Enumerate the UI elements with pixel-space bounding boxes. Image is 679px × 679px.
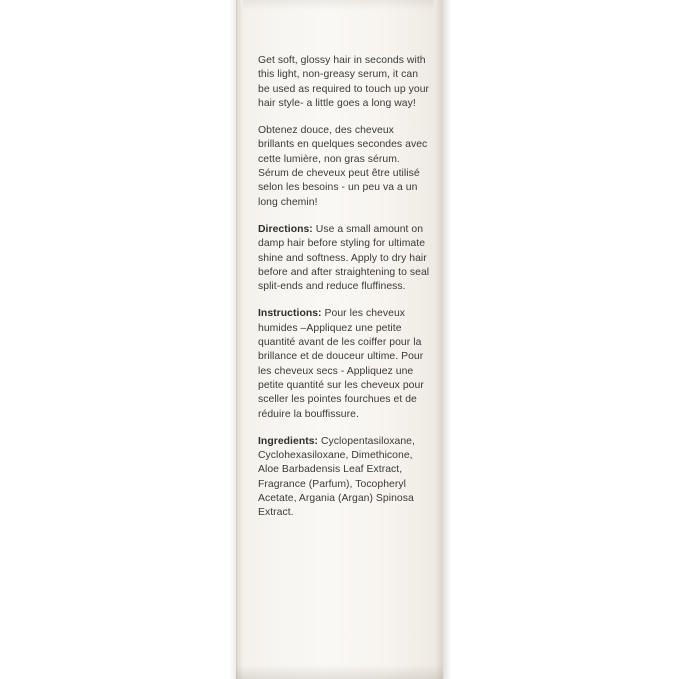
- paragraph-instructions-fr: [258, 307, 430, 421]
- ingredients-text: Cyclopentasiloxane, Cyclohexasiloxane, Dimethicone, Aloe Barbadensis Leaf Extract, Fragrance (Parfum), Tocopheryl Acetate, Argania (Argan) Spinosa Extract.: [258, 435, 418, 519]
- carton-bottom-flap: [236, 665, 443, 679]
- instructions-text: Pour les cheveux humides –Appliquez une petite quantité avant de les coiffer pour la brillance et de douceur ultime. Pour les cheveux secs - Appliquez une petite quantité sur les cheveux pour sceller les pointes fourchues et de réduire la bouffissure.: [258, 308, 427, 420]
- carton-right-shadow: [443, 0, 451, 679]
- label-text-column: [258, 54, 433, 521]
- ingredients-heading: Ingredients:: [258, 435, 319, 447]
- directions-text: Use a small amount on damp hair before styling for ultimate shine and softness. Apply to dry hair before and after straightening to seal split-ends and reduce fluffiness.: [258, 223, 433, 293]
- paragraph-directions-en: [258, 223, 433, 294]
- paragraph-intro-fr: [258, 124, 430, 210]
- paragraph-intro-fr-text: Obtenez douce, des cheveux brillants en quelques secondes avec cette lumière, non gras sérum. Sérum de cheveux peut être utilisé selon les besoins - un peu va a un long chemin!: [258, 125, 431, 208]
- paragraph-intro-en-text: Get soft, glossy hair in seconds with this light, non-greasy serum, it can be used as required to touch up your hair style- a little goes a long way!: [258, 55, 432, 109]
- carton-left-fold: [236, 0, 243, 679]
- directions-heading: Directions:: [258, 223, 313, 235]
- carton-left-shadow: [229, 0, 237, 679]
- paragraph-ingredients: [258, 435, 430, 521]
- background-left: [0, 0, 236, 679]
- paragraph-intro-en: [258, 54, 430, 111]
- background-right: [443, 0, 679, 679]
- instructions-heading: Instructions:: [258, 308, 322, 320]
- carton-top-flap: [236, 0, 443, 10]
- carton-right-fold: [434, 0, 443, 679]
- product-carton: [236, 0, 443, 679]
